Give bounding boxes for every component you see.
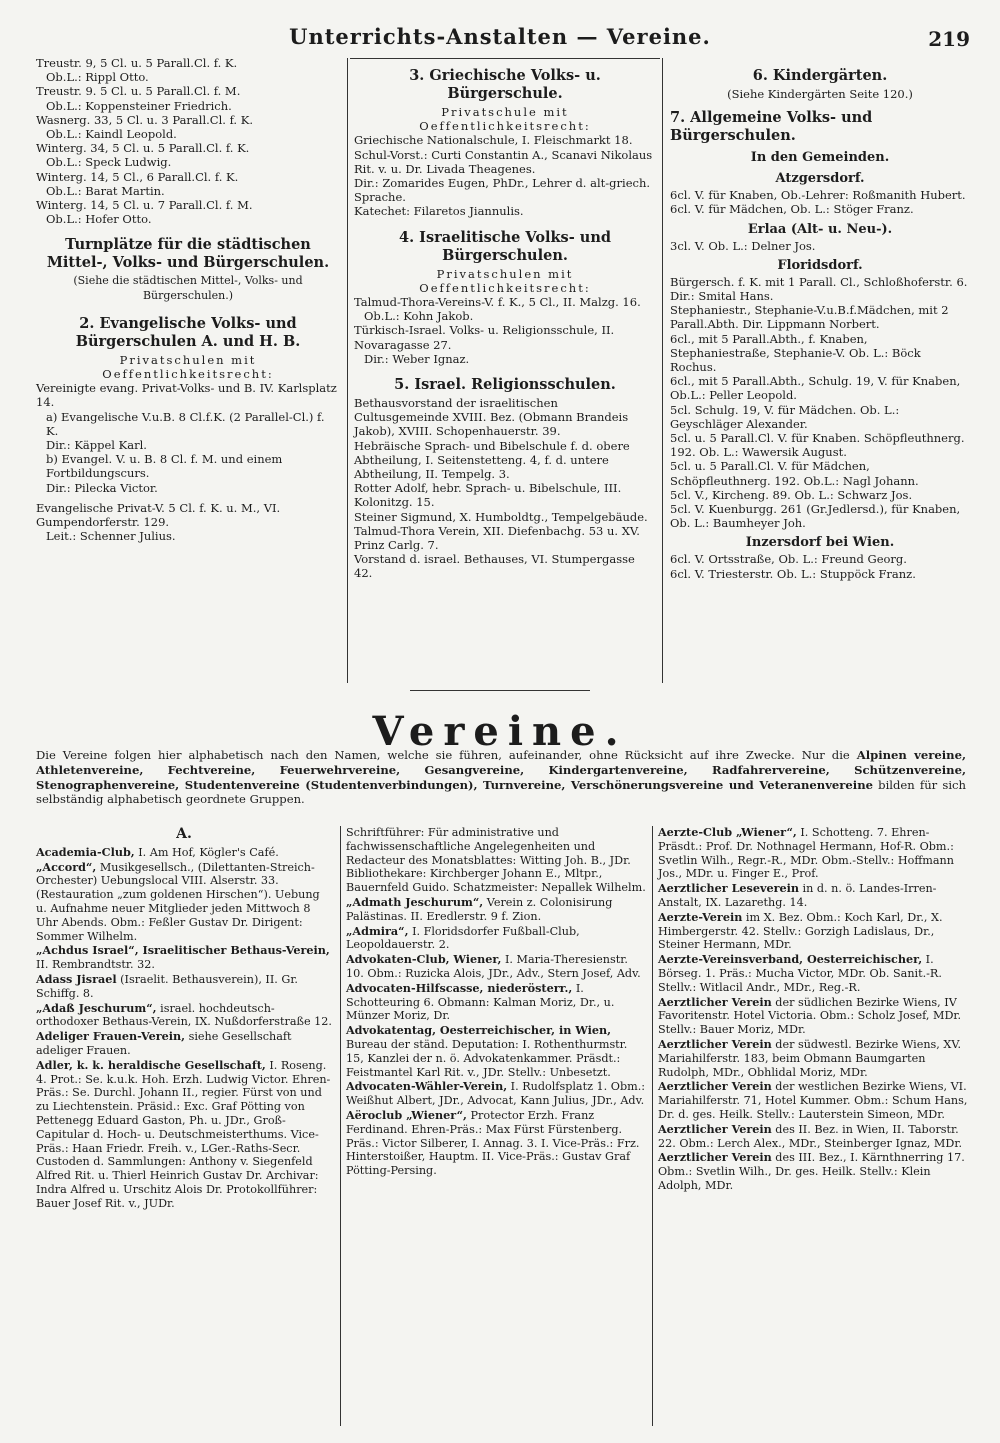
list-item: a) Evangelische V.u.B. 8 Cl.f.K. (2 Parallel-Cl.) f. K. <box>46 409 325 438</box>
allg-heading: 7. Allgemeine Volks- und Bürgerschulen. <box>670 109 873 145</box>
column-rule-3 <box>340 826 341 1426</box>
list-item: Aerztlicher Leseverein in d. n. ö. Landes-Irren-Anstalt, IX. Lazarethg. 14. <box>658 881 937 909</box>
list-item: Aerztlicher Verein der westlichen Bezirke Wiens, VI. Mariahilferstr. 71, Hotel Kummer. Obm.: Schum Hans, Dr. d. ges. Heilk. Stellv.: Lauterstein Simeon, MDr. <box>658 1079 968 1121</box>
list-item: Bürgersch. f. K. mit 1 Parall. Cl., Schloßhoferstr. 6. Dir.: Smital Hans. <box>670 274 968 304</box>
isr-subheading: Privatschulen mit Oeffentlichkeitsrecht: <box>419 266 591 295</box>
list-item: Aerztlicher Verein des III. Bez., I. Kärnthnerring 17. Obm.: Svetlin Wilh., Dr. ges. Heilk. Stellv.: Klein Adolph, MDr. <box>658 1150 965 1192</box>
rule-top-col2 <box>350 58 660 59</box>
list-item: Aerztlicher Verein der südwestl. Bezirke Wiens, XV. Mariahilferstr. 183, beim Obmann Baumgarten Rudolph, MDr., Obhlidal Moriz, MDr. <box>658 1036 962 1079</box>
list-item: Dir.: Weber Ignaz. <box>364 351 470 366</box>
list-item: 5cl. u. 5 Parall.Cl. V. für Mädchen, Schöpfleuthnerg. 192. Ob.L.: Nagl Johann. <box>670 459 919 488</box>
list-item: Treustr. 9. 5 Cl. u. 5 Parall.Cl. f. M. Ob.L.: Koppensteiner Friedrich. <box>36 84 241 113</box>
list-item: Aerztlicher Verein des II. Bez. in Wien, II. Taborstr. 22. Obm.: Lerch Alex., MDr., Steinberger Ignaz, MDr. <box>658 1121 963 1150</box>
turnplaetze-note: (Siehe die städtischen Mittel-, Volks- und Bürgerschulen.) <box>73 274 303 302</box>
evang-subheading: Privatschulen mit Oeffentlichkeitsrecht: <box>102 352 274 382</box>
list-item: Aerztlicher Verein der südlichen Bezirke Wiens, IV Favoritenstr. Hotel Victoria. Obm.: Scholz Josef, MDr. Stellv.: Bauer Moriz, MDr. <box>658 994 962 1037</box>
list-item: Academia-Club, I. Am Hof, Kögler's Café. <box>36 844 279 859</box>
list-item: Schriftführer: Für administrative und fachwissenschaftliche Angelegenheiten und Redacteur des Monatsblattes: Witting Joh. B., JDr. Bibliothekare: Kirchberger Johann E., Mltpr., Bauernfeld Guido. Schatzmeister: Nepallek Wilhelm. <box>346 826 646 895</box>
vereine-column-c <box>658 826 970 1194</box>
list-item: Adler, k. k. heraldische Gesellschaft, I. Roseng. 4. Prot.: Se. k.u.k. Hoh. Erzh. Ludwig Victor. Ehren-Präs.: Se. Durchl. Johann II., regier. Fürst von und zu Liechtenstein. Präsid.: Exc. Graf Pötting von Pettenegg Eduard Gaston, Ph. u. JDr., Groß-Capitular d. Hoch- u. Deutschmeisterthums. Vice-Präs.: Haan Friedr. Freih. v., LGer.-Raths-Secr. Custoden d. Sammlungen: Anthony v. Siegenfeld Alfred Rit. u. Thierl Heinrich Gustav Dr. Archivar: Indra Alfred u. Urschitz Alois Dr. Protokollführer: Bauer Josef Rit. v., JUDr. <box>36 1057 331 1210</box>
list-item: „Admira“, I. Floridsdorfer Fußball-Club, Leopoldauerstr. 2. <box>346 923 580 952</box>
list-item: „Admath Jeschurum“, Verein z. Colonisirung Palästinas. II. Eredlerstr. 9 f. Zion. <box>346 894 613 923</box>
turnplaetze-heading: Turnplätze für die städtischen Mittel-, Volks- und Bürgerschulen. <box>46 236 330 272</box>
column-rule-1 <box>347 58 348 683</box>
list-item: Dir.: Käppel Karl. <box>46 438 147 453</box>
list-item: Advokaten-Club, Wiener, I. Maria-Theresienstr. 10. Obm.: Ruzicka Alois, JDr., Adv., Stern Josef, Adv. <box>346 952 641 980</box>
list-item: Stephaniestr., Stephanie-V.u.B.f.Mädchen, mit 2 Parall.Abth. Dir. Lippmann Norbert. <box>670 303 949 332</box>
griech-heading: 3. Griechische Volks- u. Bürgerschule. <box>409 67 601 102</box>
list-item: Vereinigte evang. Privat-Volks- und B. IV. Karlsplatz 14. <box>36 381 337 410</box>
list-item: Vorstand d. israel. Bethauses, VI. Stumpergasse 42. <box>354 552 635 581</box>
erlaa-heading: Erlaa (Alt- u. Neu-). <box>747 221 893 237</box>
vereine-column-b <box>346 826 646 1179</box>
list-item: Dir.: Zomarides Eugen, PhDr., Lehrer d. alt-griech. Sprache. <box>354 176 651 205</box>
list-item: Advokatentag, Oesterreichischer, in Wien, Bureau der ständ. Deputation: I. Rothenthurmstr. 15, Kanzlei der n. ö. Advokatenkammer. Präsdt.: Feistmantel Karl Rit. v., JDr. Stellv.: Unbesetzt. <box>346 1023 628 1079</box>
list-item: 5cl. u. 5 Parall.Cl. V. für Knaben. Schöpfleuthnerg. 192. Ob. L.: Wawersik August. <box>670 431 965 460</box>
list-item: Wasnerg. 33, 5 Cl. u. 3 Parall.Cl. f. K. Ob.L.: Kaindl Leopold. <box>36 112 253 142</box>
list-item: Rotter Adolf, hebr. Sprach- u. Bibelschule, III. Kolonitzg. 15. <box>354 481 622 510</box>
list-item: 5cl. V. Kuenburgg. 261 (Gr.Jedlersd.), für Knaben, Ob. L.: Baumheyer Joh. <box>670 502 961 531</box>
list-item: Dir.: Pilecka Victor. <box>46 480 158 495</box>
gemeinden-heading: In den Gemeinden. <box>750 150 890 166</box>
list-item: Winterg. 34, 5 Cl. u. 5 Parall.Cl. f. K. Ob.L.: Speck Ludwig. <box>36 141 250 170</box>
evang-heading: 2. Evangelische Volks- und Bürgerschulen A. und H. B. <box>75 314 301 350</box>
vereine-column-a <box>36 826 332 1212</box>
list-item: Türkisch-Israel. Volks- u. Religionsschule, II. Novaragasse 27. <box>354 323 615 352</box>
list-item: „Achdus Israel“, Israelitischer Bethaus-Verein, II. Rembrandtstr. 32. <box>36 943 330 972</box>
list-item: „Adaß Jeschurum“, israel. hochdeutsch-orthodoxer Bethaus-Verein, IX. Nußdorferstraße 12. <box>36 1000 332 1029</box>
list-item: Advocaten-Hilfscasse, niederösterr., I. Schotteuring 6. Obmann: Kalman Moriz, Dr., u. Münzer Moriz, Dr. <box>346 980 615 1023</box>
list-item: Winterg. 14, 5 Cl., 6 Parall.Cl. f. K. Ob.L.: Barat Martin. <box>36 169 239 198</box>
section-rule <box>410 690 590 691</box>
list-item: Hebräische Sprach- und Bibelschule f. d. obere Abtheilung, I. Seitenstetteng. 4, f. d. untere Abtheilung, II. Tempelg. 3. <box>354 438 630 482</box>
list-item: Evangelische Privat-V. 5 Cl. f. K. u. M., VI. Gumpendorferstr. 129. <box>36 500 281 530</box>
list-item: Ob.L.: Kohn Jakob. <box>364 309 474 324</box>
list-item: Katechet: Filaretos Jiannulis. <box>354 204 524 219</box>
list-item: Bethausvorstand der israelitischen Cultusgemeinde XVIII. Bez. (Obmann Brandeis Jakob), XVIII. Schopenhauerstr. 39. <box>354 396 629 439</box>
rel-heading: 5. Israel. Religionsschulen. <box>394 376 616 394</box>
vereine-title: Vereine. <box>372 708 628 755</box>
atzgersdorf-heading: Atzgersdorf. <box>775 171 865 187</box>
list-item: 6cl. V. Ortsstraße, Ob. L.: Freund Georg. <box>670 552 907 567</box>
page-number: 219 <box>928 27 970 51</box>
griech-subheading: Privatschule mit Oeffentlichkeitsrecht: <box>419 105 591 134</box>
list-item: 6cl. V. für Mädchen, Ob. L.: Stöger Franz. <box>670 202 914 217</box>
column-rule-4 <box>652 826 653 1426</box>
list-item: Aëroclub „Wiener“, Protector Erzh. Franz Ferdinand. Ehren-Präs.: Max Fürst Fürstenberg. Präs.: Victor Silberer, I. Annag. 3. I. Vice-Präs.: Frz. Hinterstoißer, Hauptm. II. Vice-Präs.: Gustav Graf Pötting-Persing. <box>346 1107 640 1178</box>
letter-heading: A. <box>176 826 192 842</box>
column-3 <box>670 64 970 581</box>
column-rule-2 <box>662 58 663 683</box>
list-item: „Accord“, Musikgesellsch., (Dilettanten-Streich-Orchester) Uebungslocal VIII. Alserstr. 33. (Restauration „zum goldenen Hirschen“). Uebung u. Aufnahme neuer Mitglieder jeden Mittwoch 8 Uhr Abends. Obm.: Feßler Gustav Dr. Dirigent: Sommer Wilhelm. <box>36 859 320 943</box>
list-item: Aerzte-Vereinsverband, Oesterreichischer, I. Börseg. 1. Präs.: Mucha Victor, MDr. Ob. Sanit.-R. Stellv.: Witlacil Andr., MDr., Reg.-R. <box>658 952 942 994</box>
list-item: Aerzte-Club „Wiener“, I. Schotteng. 7. Ehren-Präsdt.: Prof. Dr. Nothnagel Hermann, Hof-R. Obm.: Svetlin Wilh., Regr.-R., MDr. Obm.-Stellv.: Hoffmann Jos., MDr. u. Finger E., Prof. <box>658 825 954 881</box>
list-item: Winterg. 14, 5 Cl. u. 7 Parall.Cl. f. M. Ob.L.: Hofer Otto. <box>36 198 253 227</box>
list-item: Griechische Nationalschule, I. Fleischmarkt 18. <box>354 133 633 148</box>
list-item: Leit.: Schenner Julius. <box>46 529 176 544</box>
column-2 <box>354 64 656 581</box>
list-item: Adeliger Frauen-Verein, siehe Gesellschaft adeliger Frauen. <box>36 1029 292 1057</box>
list-item: Advocaten-Wähler-Verein, I. Rudolfsplatz 1. Obm.: Weißhut Albert, JDr., Advocat, Kann Julius, JDr., Adv. <box>346 1079 646 1108</box>
list-item: 6cl., mit 5 Parall.Abth., f. Knaben, Stephaniestraße, Stephanie-V. Ob. L.: Böck Rochus. <box>670 331 921 375</box>
isr-heading: 4. Israelitische Volks- und Bürgerschulen. <box>398 228 612 264</box>
kinder-heading: 6. Kindergärten. <box>752 67 888 84</box>
list-item: 3cl. V. Ob. L.: Delner Jos. <box>670 238 816 253</box>
list-item: 6cl. V. für Knaben, Ob.-Lehrer: Roßmanith Hubert. <box>670 188 966 203</box>
list-item: Schul-Vorst.: Curti Constantin A., Scanavi Nikolaus Rit. v. u. Dr. Livada Theagenes. <box>354 147 653 176</box>
list-item: Steiner Sigmund, X. Humboldtg., Tempelgebäude. <box>354 509 648 524</box>
kinder-note: (Siehe Kindergärten Seite 120.) <box>727 87 913 101</box>
column-1 <box>36 56 340 543</box>
inzersdorf-heading: Inzersdorf bei Wien. <box>745 535 895 551</box>
running-title: Unterrichts-Anstalten — Vereine. <box>289 24 711 49</box>
list-item: Talmud-Thora-Vereins-V. f. K., 5 Cl., II. Malzg. 16. <box>354 295 641 310</box>
entry-list <box>36 56 340 226</box>
list-item: Treustr. 9, 5 Cl. u. 5 Parall.Cl. f. K. Ob.L.: Rippl Otto. <box>36 56 238 85</box>
vereine-intro: Die Vereine folgen hier alphabetisch nach den Namen, welche sie führen, aufeinander, ohne Rücksicht auf ihre Zwecke. Nur die Alpinen vereine, Athletenvereine, Fechtvereine, Feuerwehrvereine, Gesangvereine, Kindergartenvereine, Radfahrervereine, Schützenvereine, Stenographenvereine, Studentenvereine (Studentenverbindungen), Turnvereine, Verschönerungsvereine und Veteranenvereine bilden für sich selbständig alphabetisch geordnete Gruppen. <box>36 748 966 807</box>
list-item: Aerzte-Verein im X. Bez. Obm.: Koch Karl, Dr., X. Himbergerstr. 42. Stellv.: Gorzigh Ladislaus, Dr., Steiner Hermann, MDr. <box>658 909 943 952</box>
list-item: Talmud-Thora Verein, XII. Diefenbachg. 53 u. XV. Prinz Carlg. 7. <box>354 523 640 553</box>
list-item: 5cl. V., Kircheng. 89. Ob. L.: Schwarz Jos. <box>670 487 913 502</box>
list-item: b) Evangel. V. u. B. 8 Cl. f. M. und einem Fortbildungscurs. <box>46 452 283 481</box>
list-item: 6cl. V. Triesterstr. Ob. L.: Stuppöck Franz. <box>670 566 916 581</box>
floridsdorf-heading: Floridsdorf. <box>777 257 863 273</box>
list-item: Adass Jisrael (Israelit. Bethausverein), II. Gr. Schiffg. 8. <box>36 971 298 1000</box>
list-item: 5cl. Schulg. 19, V. für Mädchen. Ob. L.: Geyschläger Alexander. <box>670 402 900 431</box>
list-item: 6cl., mit 5 Parall.Abth., Schulg. 19, V. für Knaben, Ob.L.: Peller Leopold. <box>670 374 961 403</box>
